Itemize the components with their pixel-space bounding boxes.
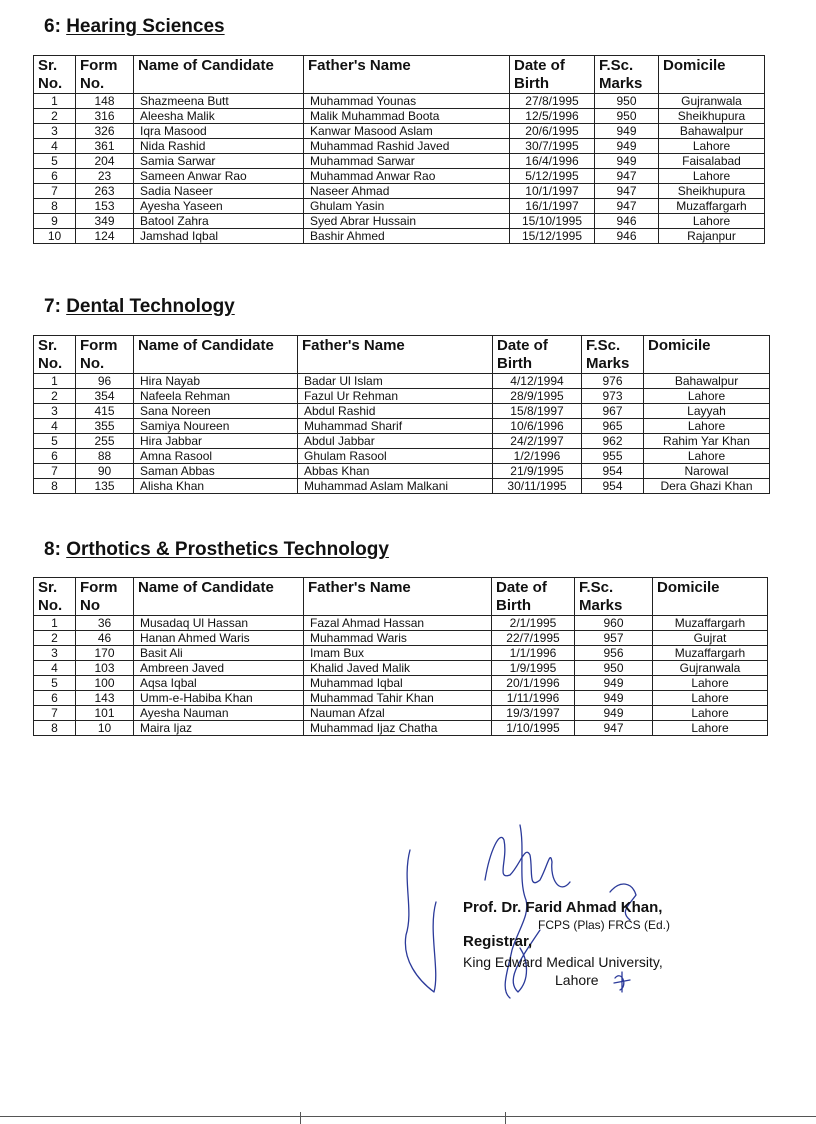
candidate-name-cell: Aleesha Malik xyxy=(134,109,304,124)
table-row xyxy=(34,139,765,154)
fsc-marks-cell: 947 xyxy=(595,169,659,184)
fsc-marks-cell: 954 xyxy=(582,479,644,494)
domicile-cell: Lahore xyxy=(653,691,768,706)
header-line: Form xyxy=(80,57,118,74)
date-of-birth-cell: 4/12/1994 xyxy=(493,374,582,389)
fsc-marks-cell: 946 xyxy=(595,229,659,244)
domicile-cell: Rajanpur xyxy=(659,229,765,244)
section-name: Orthotics & Prosthetics Technology xyxy=(66,539,389,560)
fsc-marks-cell: 950 xyxy=(575,661,653,676)
candidate-name-cell: Basit Ali xyxy=(134,646,304,661)
candidate-name-cell: Hanan Ahmed Waris xyxy=(134,631,304,646)
father-name-cell: Malik Muhammad Boota xyxy=(304,109,510,124)
sr-no-cell: 4 xyxy=(34,661,76,676)
header-line: F.Sc. xyxy=(599,57,634,74)
date-of-birth-cell: 30/7/1995 xyxy=(510,139,595,154)
header-domicile: Domicile xyxy=(653,578,768,616)
table-row xyxy=(34,691,768,706)
header-sr-no xyxy=(34,56,76,94)
fsc-marks-cell: 973 xyxy=(582,389,644,404)
domicile-cell: Bahawalpur xyxy=(659,124,765,139)
sr-no-cell: 9 xyxy=(34,214,76,229)
header-line: Birth xyxy=(497,355,532,372)
domicile-cell: Lahore xyxy=(644,449,770,464)
header-line: No. xyxy=(38,355,63,372)
date-of-birth-cell: 16/4/1996 xyxy=(510,154,595,169)
date-of-birth-cell: 5/12/1995 xyxy=(510,169,595,184)
domicile-cell: Muzaffargarh xyxy=(659,199,765,214)
date-of-birth-cell: 16/1/1997 xyxy=(510,199,595,214)
domicile-cell: Gujrat xyxy=(653,631,768,646)
header-form-no xyxy=(76,578,134,616)
signatory-city: Lahore xyxy=(555,972,599,988)
table-row xyxy=(34,676,768,691)
father-name-cell: Muhammad Iqbal xyxy=(304,676,492,691)
date-of-birth-cell: 15/12/1995 xyxy=(510,229,595,244)
form-no-cell: 23 xyxy=(76,169,134,184)
domicile-cell: Lahore xyxy=(659,139,765,154)
sr-no-cell: 6 xyxy=(34,691,76,706)
father-name-cell: Muhammad Waris xyxy=(304,631,492,646)
signatory-organization: King Edward Medical University, xyxy=(463,954,663,970)
header-date-of-birth xyxy=(493,336,582,374)
form-no-cell: 263 xyxy=(76,184,134,199)
section-number: 7: xyxy=(44,296,61,317)
form-no-cell: 90 xyxy=(76,464,134,479)
date-of-birth-cell: 21/9/1995 xyxy=(493,464,582,479)
candidate-name-cell: Maira Ijaz xyxy=(134,721,304,736)
candidate-name-cell: Sadia Naseer xyxy=(134,184,304,199)
father-name-cell: Muhammad Sarwar xyxy=(304,154,510,169)
table-row xyxy=(34,169,765,184)
table-header-row xyxy=(34,578,768,616)
header-date-of-birth xyxy=(510,56,595,94)
section-8-title xyxy=(44,539,389,561)
form-no-cell: 204 xyxy=(76,154,134,169)
section-number: 8: xyxy=(44,539,61,560)
domicile-cell: Lahore xyxy=(659,214,765,229)
sr-no-cell: 10 xyxy=(34,229,76,244)
header-line: Sr. xyxy=(38,337,58,354)
father-name-cell: Syed Abrar Hussain xyxy=(304,214,510,229)
header-candidate-name: Name of Candidate xyxy=(134,578,304,616)
form-no-cell: 88 xyxy=(76,449,134,464)
date-of-birth-cell: 1/1/1996 xyxy=(492,646,575,661)
form-no-cell: 316 xyxy=(76,109,134,124)
form-no-cell: 124 xyxy=(76,229,134,244)
date-of-birth-cell: 1/11/1996 xyxy=(492,691,575,706)
form-no-cell: 10 xyxy=(76,721,134,736)
form-no-cell: 153 xyxy=(76,199,134,214)
form-no-cell: 103 xyxy=(76,661,134,676)
header-line: Sr. xyxy=(38,57,58,74)
date-of-birth-cell: 20/6/1995 xyxy=(510,124,595,139)
father-name-cell: Imam Bux xyxy=(304,646,492,661)
table-row xyxy=(34,706,768,721)
header-line: Marks xyxy=(579,597,623,614)
candidate-name-cell: Alisha Khan xyxy=(134,479,298,494)
sr-no-cell: 2 xyxy=(34,109,76,124)
page-bottom-tick xyxy=(505,1112,506,1124)
table-row xyxy=(34,464,770,479)
form-no-cell: 46 xyxy=(76,631,134,646)
form-no-cell: 255 xyxy=(76,434,134,449)
fsc-marks-cell: 954 xyxy=(582,464,644,479)
fsc-marks-cell: 949 xyxy=(595,154,659,169)
header-line: Birth xyxy=(514,75,549,92)
fsc-marks-cell: 947 xyxy=(595,199,659,214)
candidate-name-cell: Aqsa Iqbal xyxy=(134,676,304,691)
father-name-cell: Naseer Ahmad xyxy=(304,184,510,199)
father-name-cell: Muhammad Rashid Javed xyxy=(304,139,510,154)
father-name-cell: Fazul Ur Rehman xyxy=(298,389,493,404)
candidate-name-cell: Ayesha Nauman xyxy=(134,706,304,721)
form-no-cell: 101 xyxy=(76,706,134,721)
domicile-cell: Lahore xyxy=(644,389,770,404)
signatory-title: Registrar, xyxy=(463,933,533,950)
sr-no-cell: 8 xyxy=(34,721,76,736)
date-of-birth-cell: 15/8/1997 xyxy=(493,404,582,419)
header-fsc-marks xyxy=(582,336,644,374)
domicile-cell: Muzaffargarh xyxy=(653,646,768,661)
fsc-marks-cell: 949 xyxy=(575,676,653,691)
form-no-cell: 349 xyxy=(76,214,134,229)
fsc-marks-cell: 965 xyxy=(582,419,644,434)
form-no-cell: 415 xyxy=(76,404,134,419)
candidate-name-cell: Amna Rasool xyxy=(134,449,298,464)
candidate-name-cell: Jamshad Iqbal xyxy=(134,229,304,244)
form-no-cell: 361 xyxy=(76,139,134,154)
fsc-marks-cell: 949 xyxy=(595,124,659,139)
fsc-marks-cell: 950 xyxy=(595,109,659,124)
candidate-name-cell: Batool Zahra xyxy=(134,214,304,229)
form-no-cell: 326 xyxy=(76,124,134,139)
fsc-marks-cell: 960 xyxy=(575,616,653,631)
father-name-cell: Bashir Ahmed xyxy=(304,229,510,244)
father-name-cell: Muhammad Sharif xyxy=(298,419,493,434)
header-form-no xyxy=(76,336,134,374)
fsc-marks-cell: 967 xyxy=(582,404,644,419)
father-name-cell: Khalid Javed Malik xyxy=(304,661,492,676)
header-line: Form xyxy=(80,337,118,354)
sr-no-cell: 3 xyxy=(34,646,76,661)
header-candidate-name: Name of Candidate xyxy=(134,336,298,374)
header-candidate-name: Name of Candidate xyxy=(134,56,304,94)
fsc-marks-cell: 946 xyxy=(595,214,659,229)
father-name-cell: Badar Ul Islam xyxy=(298,374,493,389)
fsc-marks-cell: 949 xyxy=(595,139,659,154)
header-line: F.Sc. xyxy=(579,579,614,596)
table-row xyxy=(34,616,768,631)
header-line: No. xyxy=(80,75,105,92)
table-row xyxy=(34,154,765,169)
table-row xyxy=(34,94,765,109)
domicile-cell: Bahawalpur xyxy=(644,374,770,389)
domicile-cell: Faisalabad xyxy=(659,154,765,169)
fsc-marks-cell: 950 xyxy=(595,94,659,109)
form-no-cell: 135 xyxy=(76,479,134,494)
candidate-name-cell: Nida Rashid xyxy=(134,139,304,154)
father-name-cell: Muhammad Tahir Khan xyxy=(304,691,492,706)
section-name: Hearing Sciences xyxy=(66,16,225,37)
domicile-cell: Lahore xyxy=(653,721,768,736)
form-no-cell: 148 xyxy=(76,94,134,109)
header-line: Date of xyxy=(514,57,565,74)
header-line: Sr. xyxy=(38,579,58,596)
table-row xyxy=(34,631,768,646)
form-no-cell: 143 xyxy=(76,691,134,706)
domicile-cell: Gujranwala xyxy=(653,661,768,676)
date-of-birth-cell: 10/1/1997 xyxy=(510,184,595,199)
header-father-name: Father's Name xyxy=(304,56,510,94)
sr-no-cell: 3 xyxy=(34,124,76,139)
header-line: Form xyxy=(80,579,118,596)
fsc-marks-cell: 947 xyxy=(595,184,659,199)
header-father-name: Father's Name xyxy=(304,578,492,616)
date-of-birth-cell: 27/8/1995 xyxy=(510,94,595,109)
domicile-cell: Muzaffargarh xyxy=(653,616,768,631)
sr-no-cell: 8 xyxy=(34,199,76,214)
table-row xyxy=(34,184,765,199)
date-of-birth-cell: 1/2/1996 xyxy=(493,449,582,464)
page-bottom-tick xyxy=(300,1112,301,1124)
sr-no-cell: 5 xyxy=(34,434,76,449)
header-line: F.Sc. xyxy=(586,337,621,354)
header-fsc-marks xyxy=(595,56,659,94)
fsc-marks-cell: 956 xyxy=(575,646,653,661)
fsc-marks-cell: 949 xyxy=(575,706,653,721)
header-date-of-birth xyxy=(492,578,575,616)
candidate-name-cell: Shazmeena Butt xyxy=(134,94,304,109)
form-no-cell: 170 xyxy=(76,646,134,661)
form-no-cell: 36 xyxy=(76,616,134,631)
date-of-birth-cell: 20/1/1996 xyxy=(492,676,575,691)
date-of-birth-cell: 2/1/1995 xyxy=(492,616,575,631)
candidate-name-cell: Ambreen Javed xyxy=(134,661,304,676)
father-name-cell: Muhammad Anwar Rao xyxy=(304,169,510,184)
domicile-cell: Narowal xyxy=(644,464,770,479)
table-header-row xyxy=(34,56,765,94)
date-of-birth-cell: 1/10/1995 xyxy=(492,721,575,736)
sr-no-cell: 4 xyxy=(34,419,76,434)
fsc-marks-cell: 962 xyxy=(582,434,644,449)
father-name-cell: Nauman Afzal xyxy=(304,706,492,721)
candidates-table-dental-technology xyxy=(33,335,770,494)
sr-no-cell: 7 xyxy=(34,464,76,479)
table-row xyxy=(34,374,770,389)
sr-no-cell: 1 xyxy=(34,374,76,389)
domicile-cell: Rahim Yar Khan xyxy=(644,434,770,449)
sr-no-cell: 6 xyxy=(34,169,76,184)
sr-no-cell: 7 xyxy=(34,184,76,199)
sr-no-cell: 5 xyxy=(34,676,76,691)
table-header-row xyxy=(34,336,770,374)
fsc-marks-cell: 947 xyxy=(575,721,653,736)
candidate-name-cell: Saman Abbas xyxy=(134,464,298,479)
domicile-cell: Gujranwala xyxy=(659,94,765,109)
father-name-cell: Ghulam Rasool xyxy=(298,449,493,464)
date-of-birth-cell: 12/5/1996 xyxy=(510,109,595,124)
table-row xyxy=(34,214,765,229)
table-row xyxy=(34,434,770,449)
candidates-table-hearing-sciences xyxy=(33,55,765,244)
signatory-qualifications: FCPS (Plas) FRCS (Ed.) xyxy=(538,918,671,932)
header-father-name: Father's Name xyxy=(298,336,493,374)
candidate-name-cell: Hira Nayab xyxy=(134,374,298,389)
table-row xyxy=(34,389,770,404)
father-name-cell: Muhammad Aslam Malkani xyxy=(298,479,493,494)
domicile-cell: Dera Ghazi Khan xyxy=(644,479,770,494)
domicile-cell: Lahore xyxy=(653,706,768,721)
section-number: 6: xyxy=(44,16,61,37)
signature-block xyxy=(400,820,780,1020)
date-of-birth-cell: 10/6/1996 xyxy=(493,419,582,434)
sr-no-cell: 7 xyxy=(34,706,76,721)
candidate-name-cell: Iqra Masood xyxy=(134,124,304,139)
sr-no-cell: 6 xyxy=(34,449,76,464)
table-row xyxy=(34,199,765,214)
date-of-birth-cell: 15/10/1995 xyxy=(510,214,595,229)
section-7-title xyxy=(44,296,235,318)
fsc-marks-cell: 955 xyxy=(582,449,644,464)
domicile-cell: Layyah xyxy=(644,404,770,419)
candidate-name-cell: Nafeela Rehman xyxy=(134,389,298,404)
date-of-birth-cell: 1/9/1995 xyxy=(492,661,575,676)
sr-no-cell: 5 xyxy=(34,154,76,169)
header-fsc-marks xyxy=(575,578,653,616)
table-row xyxy=(34,646,768,661)
form-no-cell: 354 xyxy=(76,389,134,404)
sr-no-cell: 1 xyxy=(34,616,76,631)
sr-no-cell: 4 xyxy=(34,139,76,154)
header-line: Marks xyxy=(586,355,630,372)
father-name-cell: Abdul Rashid xyxy=(298,404,493,419)
date-of-birth-cell: 22/7/1995 xyxy=(492,631,575,646)
domicile-cell: Lahore xyxy=(653,676,768,691)
table-row xyxy=(34,109,765,124)
table-row xyxy=(34,721,768,736)
father-name-cell: Kanwar Masood Aslam xyxy=(304,124,510,139)
date-of-birth-cell: 19/3/1997 xyxy=(492,706,575,721)
sr-no-cell: 8 xyxy=(34,479,76,494)
header-domicile: Domicile xyxy=(644,336,770,374)
candidate-name-cell: Musadaq Ul Hassan xyxy=(134,616,304,631)
header-line: No. xyxy=(38,597,63,614)
candidate-name-cell: Sana Noreen xyxy=(134,404,298,419)
father-name-cell: Fazal Ahmad Hassan xyxy=(304,616,492,631)
domicile-cell: Sheikhupura xyxy=(659,184,765,199)
father-name-cell: Ghulam Yasin xyxy=(304,199,510,214)
table-row xyxy=(34,229,765,244)
form-no-cell: 100 xyxy=(76,676,134,691)
section-name: Dental Technology xyxy=(66,296,235,317)
fsc-marks-cell: 976 xyxy=(582,374,644,389)
header-line: Birth xyxy=(496,597,531,614)
header-line: No. xyxy=(38,75,63,92)
fsc-marks-cell: 957 xyxy=(575,631,653,646)
header-line: Date of xyxy=(496,579,547,596)
sr-no-cell: 2 xyxy=(34,631,76,646)
candidate-name-cell: Samiya Noureen xyxy=(134,419,298,434)
header-form-no xyxy=(76,56,134,94)
candidate-name-cell: Sameen Anwar Rao xyxy=(134,169,304,184)
table-row xyxy=(34,661,768,676)
sr-no-cell: 1 xyxy=(34,94,76,109)
header-sr-no xyxy=(34,336,76,374)
table-row xyxy=(34,124,765,139)
form-no-cell: 96 xyxy=(76,374,134,389)
domicile-cell: Lahore xyxy=(659,169,765,184)
table-row xyxy=(34,479,770,494)
date-of-birth-cell: 28/9/1995 xyxy=(493,389,582,404)
section-6-title xyxy=(44,16,225,38)
candidates-table-orthotics-prosthetics xyxy=(33,577,768,736)
domicile-cell: Sheikhupura xyxy=(659,109,765,124)
fsc-marks-cell: 949 xyxy=(575,691,653,706)
form-no-cell: 355 xyxy=(76,419,134,434)
signatory-name: Prof. Dr. Farid Ahmad Khan, xyxy=(463,899,663,916)
header-domicile: Domicile xyxy=(659,56,765,94)
date-of-birth-cell: 30/11/1995 xyxy=(493,479,582,494)
domicile-cell: Lahore xyxy=(644,419,770,434)
header-line: No. xyxy=(80,355,105,372)
table-row xyxy=(34,449,770,464)
sr-no-cell: 3 xyxy=(34,404,76,419)
candidate-name-cell: Samia Sarwar xyxy=(134,154,304,169)
table-row xyxy=(34,419,770,434)
header-line: No xyxy=(80,597,100,614)
page-bottom-rule xyxy=(0,1116,816,1117)
candidate-name-cell: Ayesha Yaseen xyxy=(134,199,304,214)
header-sr-no xyxy=(34,578,76,616)
father-name-cell: Abbas Khan xyxy=(298,464,493,479)
date-of-birth-cell: 24/2/1997 xyxy=(493,434,582,449)
father-name-cell: Muhammad Ijaz Chatha xyxy=(304,721,492,736)
table-row xyxy=(34,404,770,419)
father-name-cell: Abdul Jabbar xyxy=(298,434,493,449)
header-line: Marks xyxy=(599,75,643,92)
candidate-name-cell: Hira Jabbar xyxy=(134,434,298,449)
sr-no-cell: 2 xyxy=(34,389,76,404)
header-line: Date of xyxy=(497,337,548,354)
father-name-cell: Muhammad Younas xyxy=(304,94,510,109)
candidate-name-cell: Umm-e-Habiba Khan xyxy=(134,691,304,706)
